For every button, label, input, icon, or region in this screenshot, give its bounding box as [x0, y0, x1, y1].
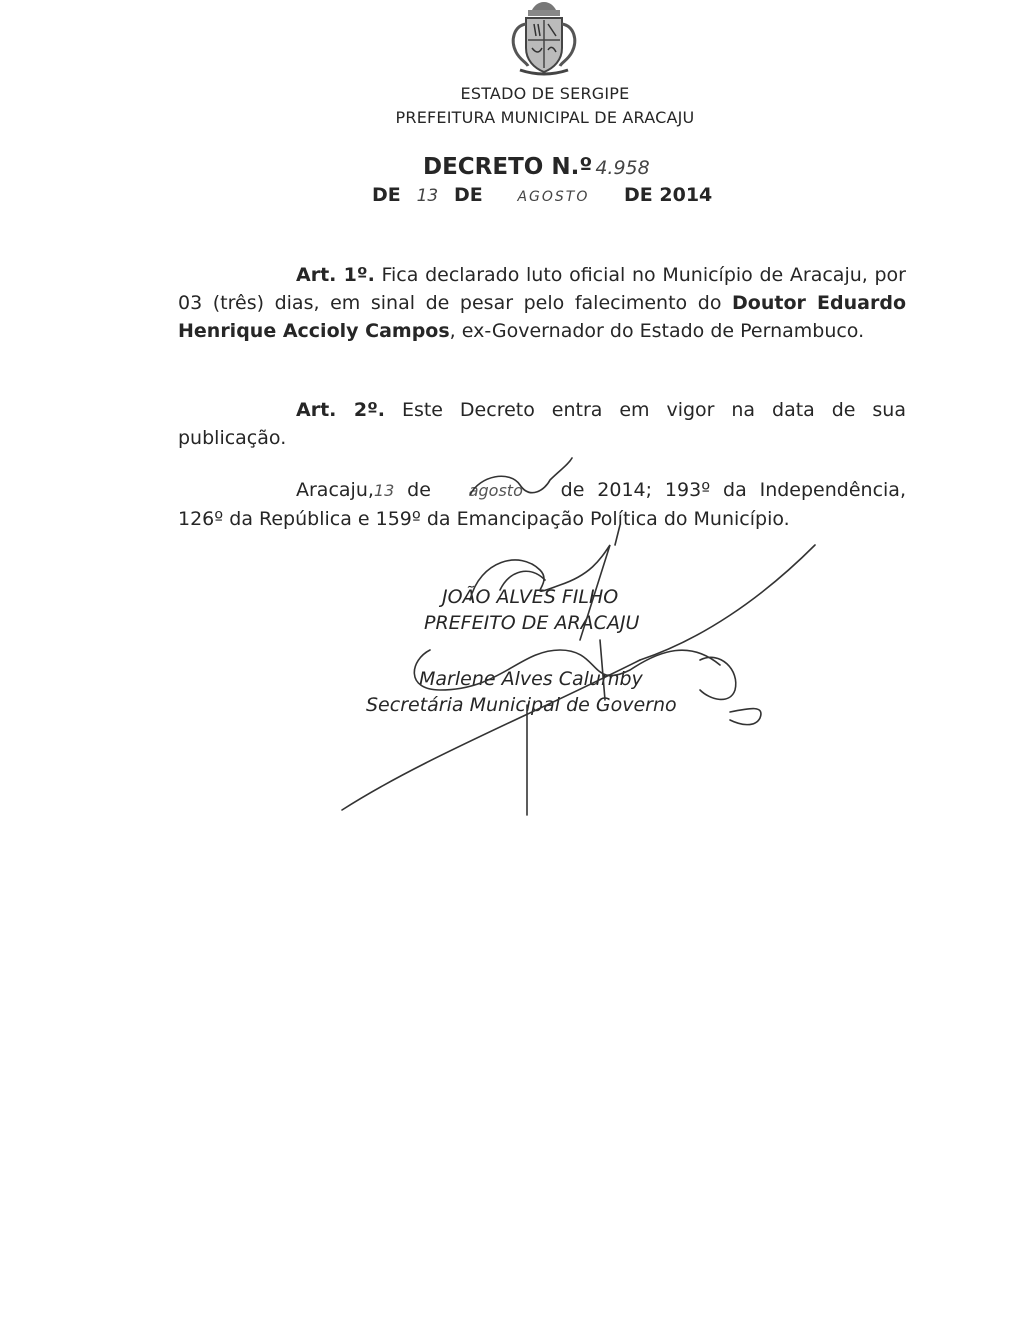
decree-number-handwritten: 4.958	[595, 157, 650, 179]
date-month-handwritten: AGOSTO	[517, 189, 590, 205]
closing-rest: de 2014; 193º da Independência, 126º da República e 159º da Emancipação Política do Município.	[178, 479, 906, 530]
signatory-1-role: PREFEITO DE ARACAJU	[424, 612, 640, 634]
article-1-text-a: Fica declarado luto oficial no Município de Aracaju, por 03 (três) dias, em sinal de pesar pelo falecimento do	[178, 264, 906, 314]
date-day-handwritten: 13	[416, 186, 439, 206]
signatory-2-name: Marlene Alves Calumby	[419, 668, 643, 690]
closing-place: Aracaju,	[296, 479, 374, 501]
municipal-coat-of-arms	[498, 0, 590, 80]
closing-place-date	[178, 476, 906, 533]
date-year: DE 2014	[624, 184, 713, 206]
date-de-1: DE	[372, 184, 401, 206]
decree-title	[423, 154, 650, 180]
article-2-label: Art. 2º.	[296, 399, 386, 421]
article-1-text-b: , ex-Governador do Estado de Pernambuco.	[449, 320, 865, 342]
article-2-text: Este Decreto entra em vigor na data de sua publicação.	[178, 399, 906, 449]
signatory-1-name: JOÃO ALVES FILHO	[442, 586, 619, 608]
signatory-2-role: Secretária Municipal de Governo	[366, 694, 677, 716]
closing-de: de	[394, 479, 444, 501]
decree-date	[372, 184, 712, 206]
article-1	[178, 261, 906, 345]
article-1-label: Art. 1º.	[296, 264, 375, 286]
prefecture-name: PREFEITURA MUNICIPAL DE ARACAJU	[395, 108, 695, 127]
article-1-honoree-name: Doutor Eduardo Henrique Accioly Campos	[178, 292, 906, 342]
closing-day-handwritten: 13	[373, 481, 395, 500]
closing-month-handwritten: agosto	[468, 481, 523, 500]
date-de-2: DE	[454, 184, 483, 206]
state-name: ESTADO DE SERGIPE	[460, 84, 630, 103]
decree-title-prefix: DECRETO N.º	[423, 154, 593, 180]
article-2	[178, 396, 906, 452]
